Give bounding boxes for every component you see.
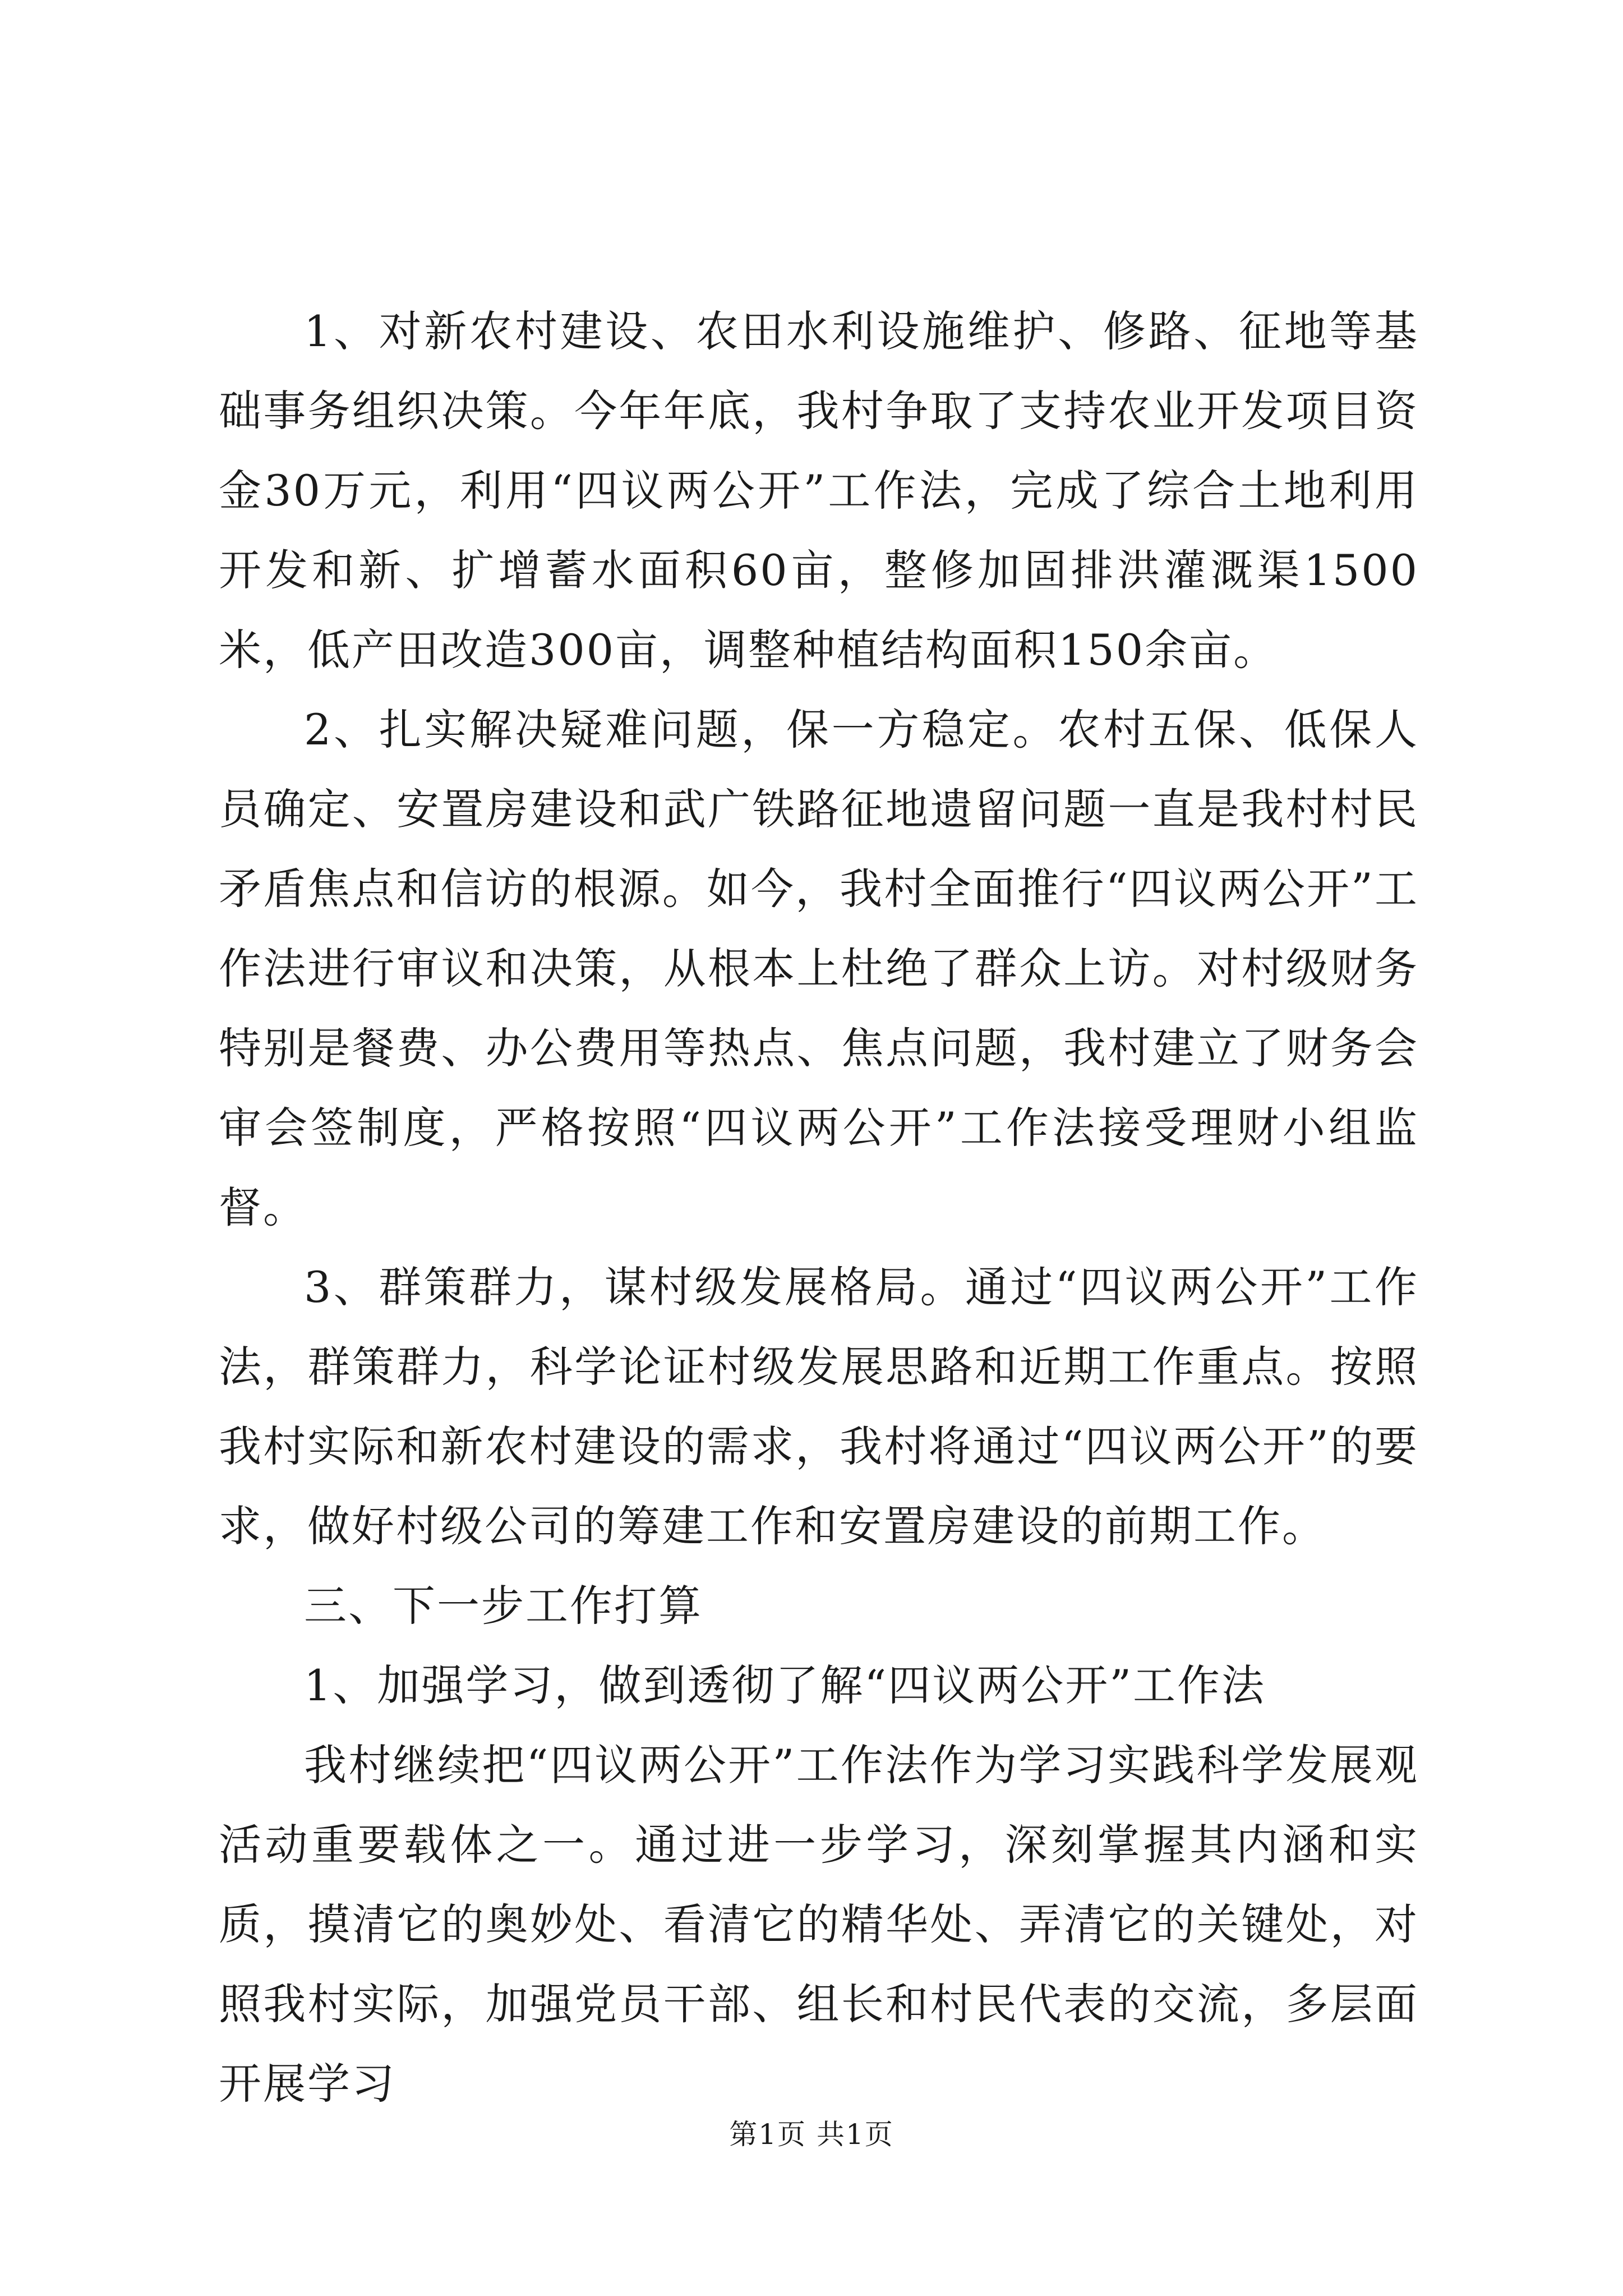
document-body <box>219 292 1419 2124</box>
section-heading: 三、下一步工作打算 <box>304 1581 703 1631</box>
paragraph-item-4: 我村继续把“四议两公开”工作法作为学习实践科学发展观活动重要载体之一。通过进一步学习，深刻掌握其内涵和实质，摸清它的奥妙处、看清它的精华处、弄清它的关键处，对照我村实际，加强党员干部、组长和村民代表的交流，多层面开展学习 <box>219 1740 1419 2109</box>
paragraph-item-1: 1、对新农村建设、农田水利设施维护、修路、征地等基础事务组织决策。今年年底，我村争取了支持农业开发项目资金30万元，利用“四议两公开”工作法，完成了综合土地利用开发和新、扩增蓄水面积60亩，整修加固排洪灌溉渠1500米，低产田改造300亩，调整种植结构面积150余亩。 <box>219 306 1419 675</box>
paragraph-item-3: 3、群策群力，谋村级发展格局。通过“四议两公开”工作法，群策群力，科学论证村级发展思路和近期工作重点。按照我村实际和新农村建设的需求，我村将通过“四议两公开”的要求，做好村级公司的筹建工作和安置房建设的前期工作。 <box>219 1262 1419 1551</box>
paragraph-item-2: 2、扎实解决疑难问题，保一方稳定。农村五保、低保人员确定、安置房建设和武广铁路征地遗留问题一直是我村村民矛盾焦点和信访的根源。如今，我村全面推行“四议两公开”工作法进行审议和决策，从根本上杜绝了群众上访。对村级财务特别是餐费、办公费用等热点、焦点问题，我村建立了财务会审会签制度，严格按照“四议两公开”工作法接受理财小组监督。 <box>219 705 1419 1232</box>
subsection-heading: 1、加强学习，做到透彻了解“四议两公开”工作法 <box>304 1660 1266 1710</box>
page-footer: 第1页 共1页 <box>729 2118 894 2151</box>
